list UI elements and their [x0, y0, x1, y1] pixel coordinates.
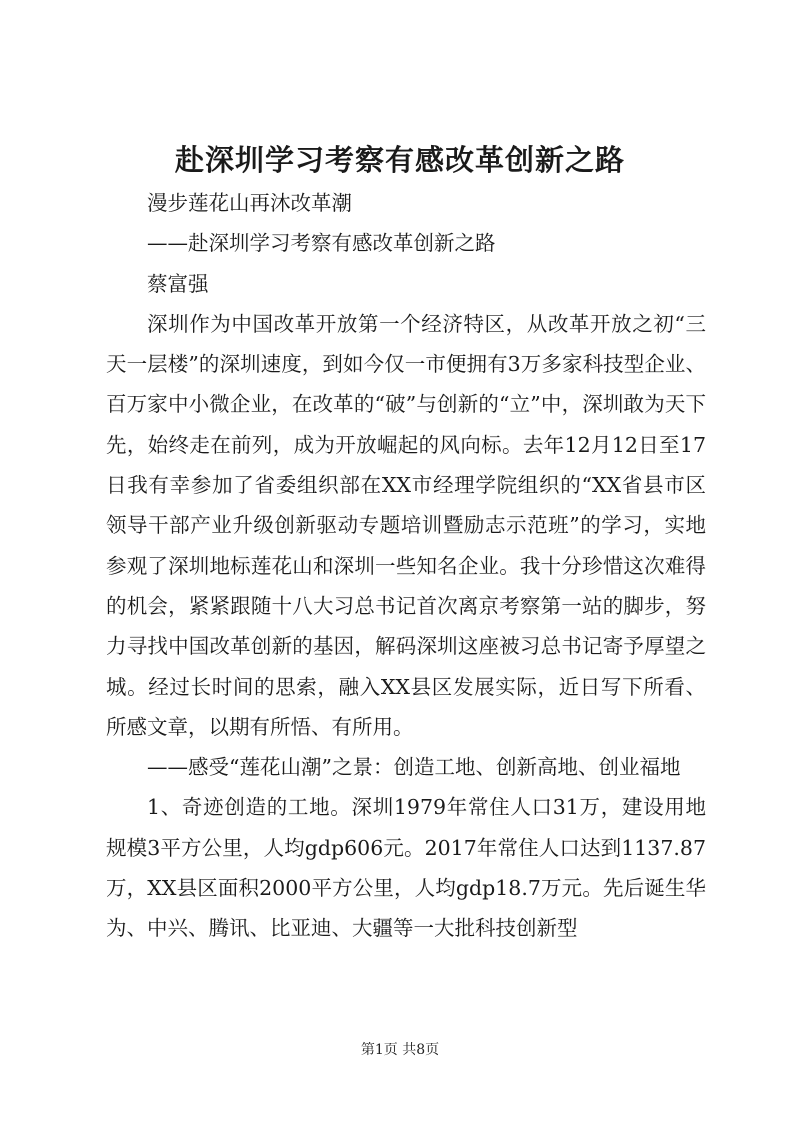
subtitle-dash-line: ——赴深圳学习考察有感改革创新之路 — [147, 231, 496, 256]
intro-paragraph: 深圳作为中国改革开放第一个经济特区，从改革开放之初“三天一层楼”的深圳速度，到如今仅一市便拥有3万多家科技型企业、百万家中小微企业，在改革的“破”与创新的“立”中，深圳敢为天下先，始终走在前列，成为开放崛起的风向标。去年12月12日至17日我有幸参加了省委组织部在XX市经理学院组织的“XX省县市区领导干部产业升级创新驱动专题培训暨励志示范班”的学习，实地参观了深圳地标莲花山和深圳一些知名企业。我十分珍惜这次难得的机会，紧紧跟随十八大习总书记首次离京考察第一站的脚步，努力寻找中国改革创新的基因，解码深圳这座被习总书记寄予厚望之城。经过长时间的思索，融入XX县区发展实际，近日写下所看、所感文章，以期有所悟、有所用。 — [106, 311, 706, 739]
numbered-paragraph: 1、奇迹创造的工地。深圳1979年常住人口31万，建设用地规模3平方公里，人均gdp606元。2017年常住人口达到1137.87万，XX县区面积2000平方公里，人均gdp18.7万元。先后诞生华为、中兴、腾讯、比亚迪、大疆等一大批科技创新型 — [106, 795, 706, 941]
subtitle-line: 漫步莲花山再沐改革潮 — [147, 191, 352, 215]
section-heading: ——感受“莲花山潮”之景：创造工地、创新高地、创业福地 — [147, 755, 681, 780]
document-title: 赴深圳学习考察有感改革创新之路 — [174, 143, 625, 177]
page-number-footer: 第1页 共8页 — [360, 1042, 440, 1058]
author-name: 蔡富强 — [147, 271, 209, 296]
document-body — [106, 183, 706, 949]
